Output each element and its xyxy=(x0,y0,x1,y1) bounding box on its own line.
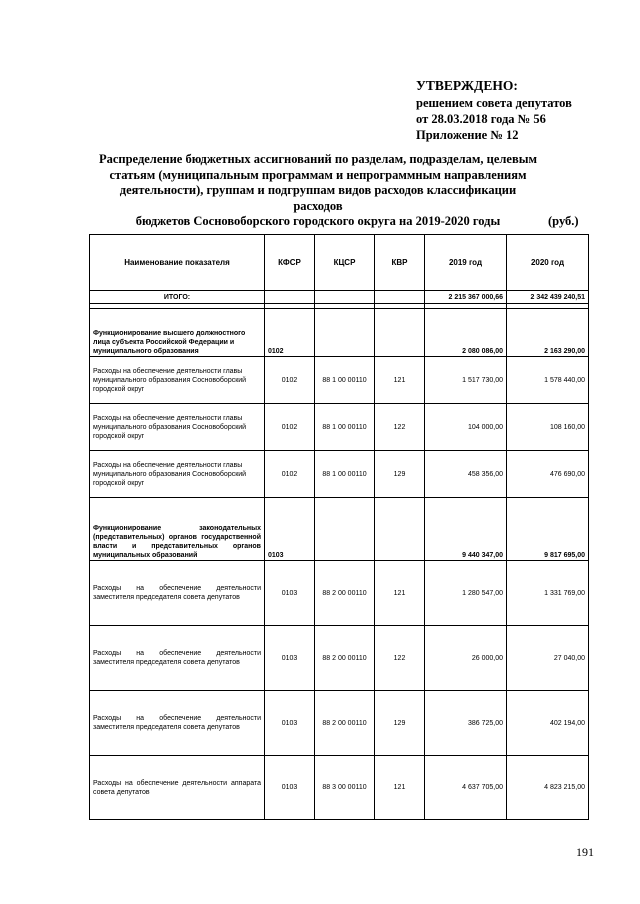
row-2020: 4 823 215,00 xyxy=(507,756,589,820)
header-kcsr: КЦСР xyxy=(315,235,375,291)
row-name: Расходы на обеспечение деятельности заместителя председателя совета депутатов xyxy=(90,561,265,626)
row-kfsr: 0102 xyxy=(265,404,315,451)
approval-decision: решением совета депутатов xyxy=(416,96,572,110)
total-kfsr xyxy=(265,291,315,304)
section-row xyxy=(90,309,589,357)
row-2019: 458 356,00 xyxy=(425,451,507,498)
row-2020: 476 690,00 xyxy=(507,451,589,498)
table-row xyxy=(90,626,589,691)
row-2020: 1 578 440,00 xyxy=(507,357,589,404)
approval-date: от 28.03.2018 года № 56 xyxy=(416,112,546,126)
table-row xyxy=(90,561,589,626)
total-kcsr xyxy=(315,291,375,304)
row-kcsr: 88 2 00 00110 xyxy=(315,561,375,626)
row-kcsr: 88 1 00 00110 xyxy=(315,404,375,451)
header-2020: 2020 год xyxy=(507,235,589,291)
approval-heading: УТВЕРЖДЕНО: xyxy=(416,78,518,93)
row-2020: 27 040,00 xyxy=(507,626,589,691)
row-kcsr: 88 2 00 00110 xyxy=(315,626,375,691)
approval-appendix: Приложение № 12 xyxy=(416,128,519,142)
approval-stamp xyxy=(416,78,572,143)
row-kvr: 129 xyxy=(375,691,425,756)
row-2020: 108 160,00 xyxy=(507,404,589,451)
row-kvr: 121 xyxy=(375,561,425,626)
row-kcsr: 88 3 00 00110 xyxy=(315,756,375,820)
document-title xyxy=(98,152,538,230)
section-2019: 2 080 086,00 xyxy=(425,309,507,357)
currency-unit: (руб.) xyxy=(548,214,579,228)
row-kcsr: 88 2 00 00110 xyxy=(315,691,375,756)
row-2019: 4 637 705,00 xyxy=(425,756,507,820)
row-name: Расходы на обеспечение деятельности главы муниципального образования Сосновоборский городской округ xyxy=(90,357,265,404)
section-2020: 2 163 290,00 xyxy=(507,309,589,357)
table-row xyxy=(90,691,589,756)
total-kvr xyxy=(375,291,425,304)
row-kfsr: 0103 xyxy=(265,756,315,820)
table-row xyxy=(90,404,589,451)
row-kvr: 129 xyxy=(375,451,425,498)
row-2019: 26 000,00 xyxy=(425,626,507,691)
row-2020: 1 331 769,00 xyxy=(507,561,589,626)
row-name: Расходы на обеспечение деятельности главы муниципального образования Сосновоборский городской округ xyxy=(90,451,265,498)
row-kfsr: 0102 xyxy=(265,451,315,498)
row-kfsr: 0102 xyxy=(265,357,315,404)
section-kfsr: 0103 xyxy=(265,498,315,561)
header-name: Наименование показателя xyxy=(90,235,265,291)
row-2020: 402 194,00 xyxy=(507,691,589,756)
row-name: Расходы на обеспечение деятельности главы муниципального образования Сосновоборский городской округ xyxy=(90,404,265,451)
title-line: деятельности), группам и подгруппам видов расходов классификации расходов xyxy=(119,183,517,213)
row-kvr: 121 xyxy=(375,756,425,820)
section-row xyxy=(90,498,589,561)
section-2019: 9 440 347,00 xyxy=(425,498,507,561)
section-kfsr: 0102 xyxy=(265,309,315,357)
total-2019: 2 215 367 000,66 xyxy=(425,291,507,304)
budget-table xyxy=(89,234,589,820)
title-line: статьям (муниципальным программам и непрограммным направлениям xyxy=(109,167,527,182)
row-name: Расходы на обеспечение деятельности заместителя председателя совета депутатов xyxy=(90,626,265,691)
row-2019: 386 725,00 xyxy=(425,691,507,756)
section-name: Функционирование высшего должностного лица субъекта Российской Федерации и муниципального образования xyxy=(90,309,265,357)
row-kcsr: 88 1 00 00110 xyxy=(315,357,375,404)
total-label: ИТОГО: xyxy=(90,291,265,304)
row-2019: 1 280 547,00 xyxy=(425,561,507,626)
row-2019: 1 517 730,00 xyxy=(425,357,507,404)
table-row xyxy=(90,451,589,498)
section-2020: 9 817 695,00 xyxy=(507,498,589,561)
row-name: Расходы на обеспечение деятельности аппарата совета депутатов xyxy=(90,756,265,820)
page-number: 191 xyxy=(576,845,594,859)
section-name: Функционирование законодательных (представительных) органов государственной власти и представительных органов муниципальных образований xyxy=(90,498,265,561)
row-kvr: 121 xyxy=(375,357,425,404)
row-kvr: 122 xyxy=(375,404,425,451)
row-kvr: 122 xyxy=(375,626,425,691)
table-header-row xyxy=(90,235,589,291)
title-line: Распределение бюджетных ассигнований по разделам, подразделам, целевым xyxy=(98,152,538,166)
table-row xyxy=(90,756,589,820)
table-row xyxy=(90,357,589,404)
row-kfsr: 0103 xyxy=(265,561,315,626)
header-kvr: КВР xyxy=(375,235,425,291)
title-line: бюджетов Сосновоборского городского округа на 2019-2020 годы xyxy=(135,214,501,228)
header-kfsr: КФСР xyxy=(265,235,315,291)
header-2019: 2019 год xyxy=(425,235,507,291)
row-kfsr: 0103 xyxy=(265,691,315,756)
total-2020: 2 342 439 240,51 xyxy=(507,291,589,304)
row-kcsr: 88 1 00 00110 xyxy=(315,451,375,498)
row-2019: 104 000,00 xyxy=(425,404,507,451)
row-name: Расходы на обеспечение деятельности заместителя председателя совета депутатов xyxy=(90,691,265,756)
total-row xyxy=(90,291,589,304)
row-kfsr: 0103 xyxy=(265,626,315,691)
